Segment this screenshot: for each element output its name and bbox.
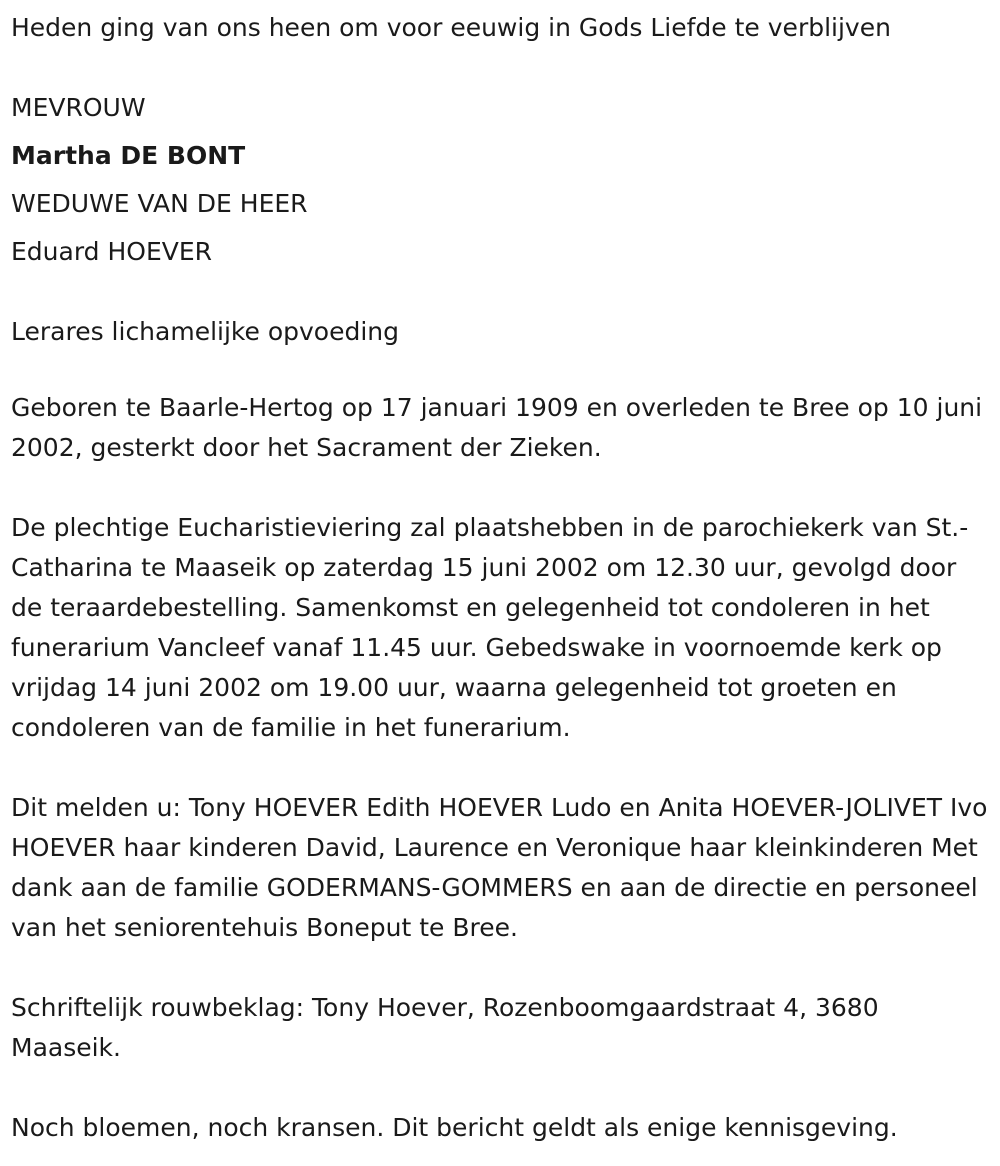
condolence-address: Schriftelijk rouwbeklag: Tony Hoever, Rozenboomgaardstraat 4, 3680 Maaseik. [11,993,879,1062]
ceremony-paragraph: De plechtige Eucharistieviering zal plaatshebben in de parochiekerk van St.-Catharina te Maaseik op zaterdag 15 juni 2002 om 12.30 uur, gevolgd door de teraardebestelling. Samenkomst en gelegenheid tot condoleren in het funerarium Vancleef vanaf 11.45 uur. Gebedswake in voornoemde kerk op vrijdag 14 juni 2002 om 19.00 uur, waarna gelegenheid tot groeten en condoleren van de familie in het funerarium. [11,513,969,742]
obituary-notice [11,4,991,1148]
relation-line: WEDUWE VAN DE HEER [11,189,308,218]
occupation: Lerares lichamelijke opvoeding [11,317,400,346]
family-paragraph: Dit melden u: Tony HOEVER Edith HOEVER Ludo en Anita HOEVER-JOLIVET Ivo HOEVER haar kinderen David, Laurence en Veronique haar kleinkinderen Met dank aan de familie GODERMANS-GOMMERS en aan de directie en personeel van het seniorentehuis Boneput te Bree. [11,793,988,942]
salutation: MEVROUW [11,93,146,122]
closing-line: Noch bloemen, noch kransen. Dit bericht geldt als enige kennisgeving. [11,1113,898,1142]
deceased-name: Martha DE BONT [11,141,246,170]
spouse-name: Eduard HOEVER [11,237,213,266]
birth-death-paragraph: Geboren te Baarle-Hertog op 17 januari 1909 en overleden te Bree op 10 juni 2002, gesterkt door het Sacrament der Zieken. [11,393,983,462]
intro-line: Heden ging van ons heen om voor eeuwig in Gods Liefde te verblijven [11,13,891,42]
